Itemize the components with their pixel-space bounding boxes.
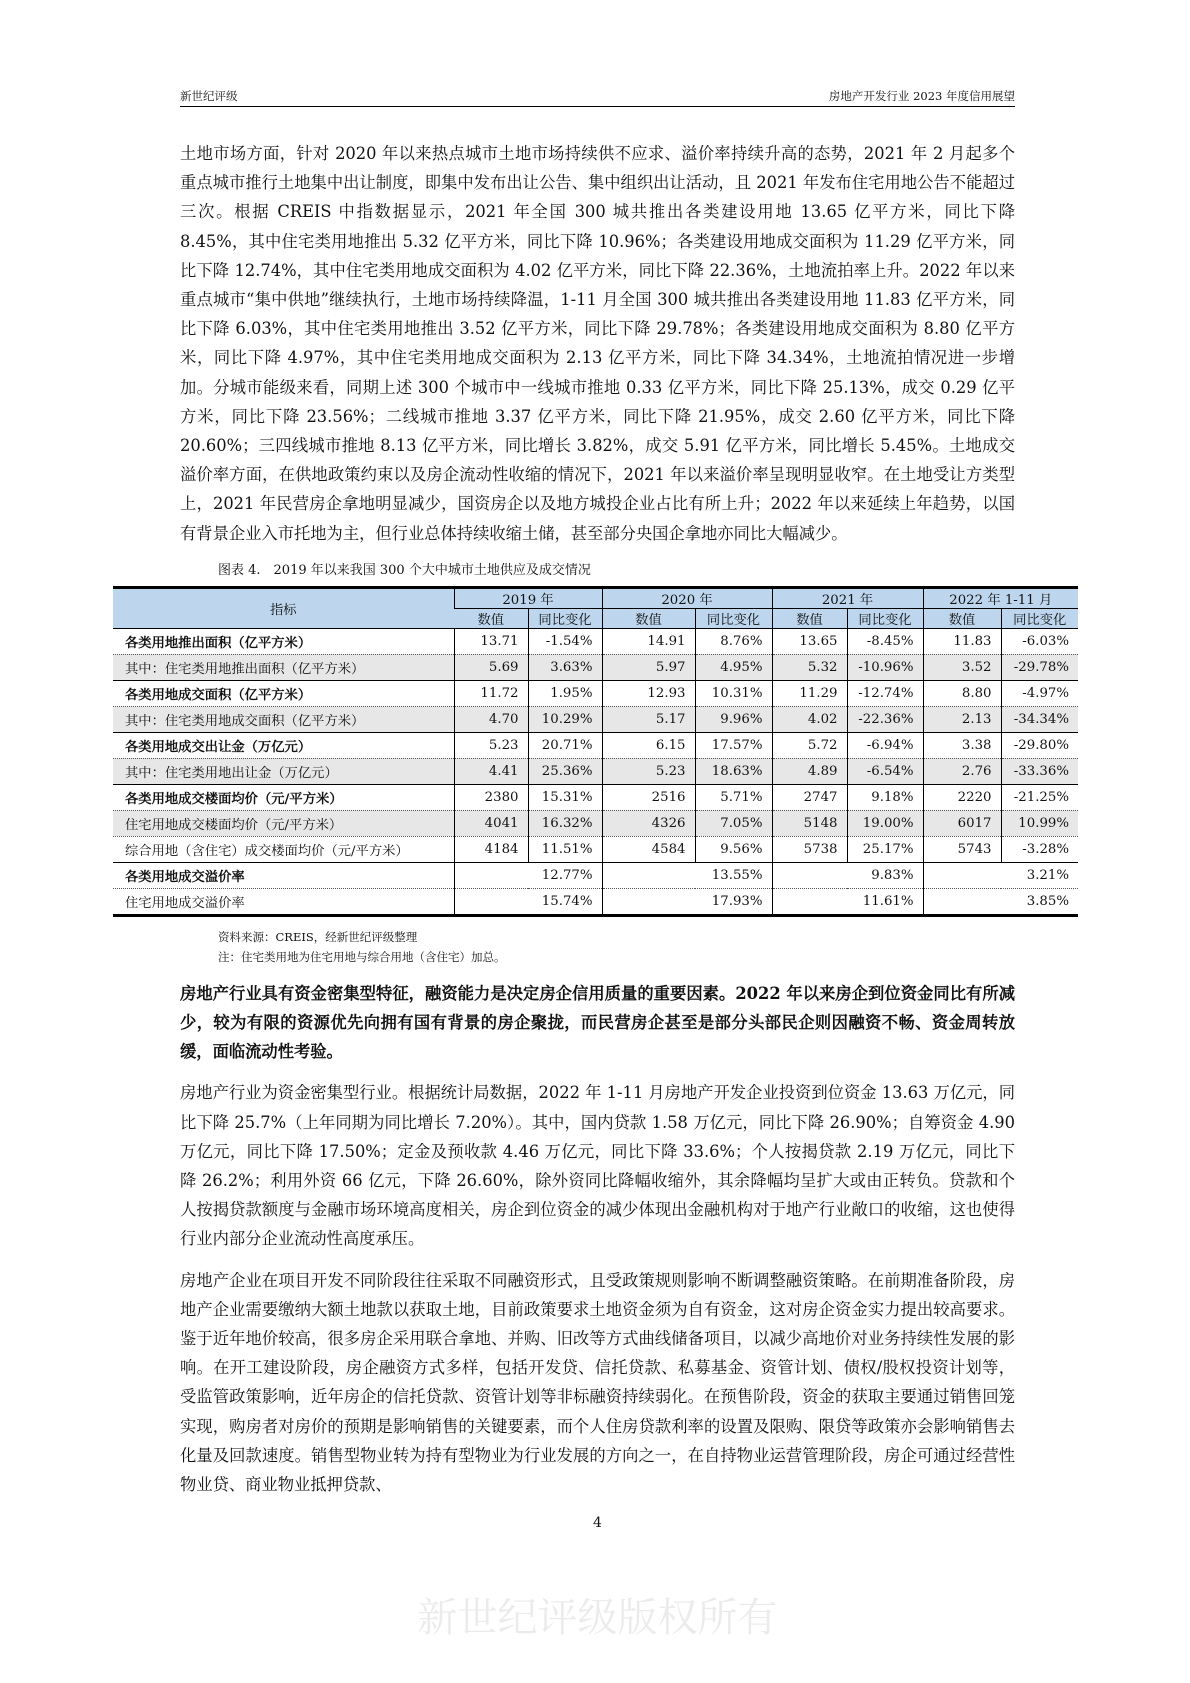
table-cell: 11.29 — [772, 680, 847, 706]
table-cell: 5.23 — [454, 732, 528, 758]
table-cell: 5738 — [772, 836, 847, 862]
table-caption: 图表 4. 2019 年以来我国 300 个大中城市土地供应及成交情况 — [218, 562, 591, 578]
header-change: 同比变化 — [847, 608, 923, 628]
table-cell: -21.25% — [1001, 784, 1078, 810]
table-row — [113, 888, 1078, 915]
page-header — [180, 84, 1015, 107]
page-body — [125, 139, 1069, 1643]
table-cell: 4.70 — [454, 706, 528, 732]
table-row — [113, 680, 1078, 706]
header-indicator: 指标 — [113, 587, 454, 628]
table-cell: 5743 — [923, 836, 1001, 862]
table-cell: 9.18% — [847, 784, 923, 810]
table-row — [113, 654, 1078, 680]
table-cell: 4041 — [454, 810, 528, 836]
table-cell: 8.80 — [923, 680, 1001, 706]
table-cell: -33.36% — [1001, 758, 1078, 784]
table-cell: 19.00% — [847, 810, 923, 836]
paragraph-land-market: 土地市场方面，针对 2020 年以来热点城市土地市场持续供不应求、溢价率持续升高的态势，2021 年 2 月起多个重点城市推行土地集中出让制度，即集中发布出让公告、集中组织出让活动，且 2021 年发布住宅用地公告不能超过三次。根据 CREIS 中指数据显示，2021 年全国 300 城共推出各类建设用地 13.65 亿平方米，同比下降 8.45%，其中住宅类用地推出 5.32 亿平方米，同比下降 10.96%；各类建设用地成交面积为 11.29 亿平方米，同比下降 12.74%，其中住宅类用地成交面积为 4.02 亿平方米，同比下降 22.36%，土地流拍率上升。2022 年以来重点城市“集中供地”继续执行，土地市场持续降温，1-11 月全国 300 城共推出各类建设用地 11.83 亿平方米，同比下降 6.03%，其中住宅类用地推出 3.52 亿平方米，同比下降 29.78%；各类建设用地成交面积为 8.80 亿平方米，同比下降 4.97%，其中住宅类用地成交面积为 2.13 亿平方米，同比下降 34.34%，土地流拍情况进一步增加。分城市能级来看，同期上述 300 个城市中一线城市推地 0.33 亿平方米，同比下降 25.13%，成交 0.29 亿平方米，同比下降 23.56%；二线城市推地 3.37 亿平方米，同比下降 21.95%，成交 2.60 亿平方米，同比下降 20.60%；三四线城市推地 8.13 亿平方米，同比增长 3.82%，成交 5.91 亿平方米，同比增长 5.45%。土地成交溢价率方面，在供地政策约束以及房企流动性收缩的情况下，2021 年以来溢价率呈现明显收窄。在土地受让方类型上，2021 年民营房企拿地明显减少，国资房企以及地方城投企业占比有所上升；2022 年以来延续上年趋势，以国有背景企业入市托地为主，但行业总体持续收缩土储，甚至部分央国企拿地亦同比大幅减少。 — [180, 144, 1015, 543]
table-cell: 11.83 — [923, 628, 1001, 654]
header-change: 同比变化 — [528, 608, 602, 628]
table-cell: -1.54% — [528, 628, 602, 654]
table-source: 资料来源：CREIS，经新世纪评级整理 — [218, 929, 418, 944]
table-cell: 5.32 — [772, 654, 847, 680]
table-cell: 4326 — [602, 810, 695, 836]
land-supply-table — [113, 586, 1078, 917]
table-cell: -10.96% — [847, 654, 923, 680]
table-cell: -29.80% — [1001, 732, 1078, 758]
row-label: 各类用地成交溢价率 — [113, 862, 454, 888]
row-label: 各类用地成交面积（亿平方米） — [113, 680, 454, 706]
row-label: 住宅用地成交楼面均价（元/平方米） — [113, 810, 454, 836]
table-cell: 9.83% — [772, 862, 923, 888]
row-label: 各类用地成交出让金（万亿元） — [113, 732, 454, 758]
table-cell: 2.13 — [923, 706, 1001, 732]
table-cell: 15.31% — [528, 784, 602, 810]
table-cell: 8.76% — [695, 628, 772, 654]
header-year: 2021 年 — [772, 587, 923, 608]
table-cell: 14.91 — [602, 628, 695, 654]
paragraph-financing-stages: 房地产企业在项目开发不同阶段往往采取不同融资形式，且受政策规则影响不断调整融资策略。在前期准备阶段，房地产企业需要缴纳大额土地款以获取土地，目前政策要求土地资金须为自有资金，这对房企资金实力提出较高要求。鉴于近年地价较高，很多房企采用联合拿地、并购、旧改等方式曲线储备项目，以减少高地价对业务持续性发展的影响。在开工建设阶段，房企融资方式多样，包括开发贷、信托贷款、私募基金、资管计划、债权/股权投资计划等，受监管政策影响，近年房企的信托贷款、资管计划等非标融资持续弱化。在预售阶段，资金的获取主要通过销售回笼实现，购房者对房价的预期是影响销售的关键要素，而个人住房贷款利率的设置及限购、限贷等政策亦会影响销售去化量及回款速度。销售型物业转为持有型物业为行业发展的方向之一，在自持物业运营管理阶段，房企可通过经营性物业贷、商业物业抵押贷款、 — [180, 1270, 1015, 1495]
table-cell: 4.89 — [772, 758, 847, 784]
row-label: 各类用地成交楼面均价（元/平方米） — [113, 784, 454, 810]
row-label: 各类用地推出面积（亿平方米） — [113, 628, 454, 654]
table-cell: 13.55% — [602, 862, 772, 888]
header-value: 数值 — [772, 608, 847, 628]
table-cell: 2747 — [772, 784, 847, 810]
table-cell: -8.45% — [847, 628, 923, 654]
table-cell: 6017 — [923, 810, 1001, 836]
table-cell: 12.77% — [454, 862, 602, 888]
table-cell: 4.95% — [695, 654, 772, 680]
table-cell: -4.97% — [1001, 680, 1078, 706]
table-cell: 3.63% — [528, 654, 602, 680]
table-cell: 5148 — [772, 810, 847, 836]
table-row — [113, 862, 1078, 888]
header-year: 2022 年 1-11 月 — [923, 587, 1078, 608]
table-cell: -3.28% — [1001, 836, 1078, 862]
table-cell: 2516 — [602, 784, 695, 810]
table-row — [113, 758, 1078, 784]
header-year: 2020 年 — [602, 587, 772, 608]
table-cell: 5.69 — [454, 654, 528, 680]
table-cell: 18.63% — [695, 758, 772, 784]
table-cell: 11.51% — [528, 836, 602, 862]
row-label: 其中：住宅类用地推出面积（亿平方米） — [113, 654, 454, 680]
table-cell: 11.72 — [454, 680, 528, 706]
table-cell: 9.96% — [695, 706, 772, 732]
table-cell: 4184 — [454, 836, 528, 862]
table-cell: 3.52 — [923, 654, 1001, 680]
table-row — [113, 732, 1078, 758]
header-right: 房地产开发行业 2023 年度信用展望 — [828, 89, 1015, 103]
table-cell: 10.31% — [695, 680, 772, 706]
table-cell: 5.71% — [695, 784, 772, 810]
table-cell: 15.74% — [454, 888, 602, 915]
table-cell: -29.78% — [1001, 654, 1078, 680]
table-cell: 6.15 — [602, 732, 695, 758]
table-cell: 4.02 — [772, 706, 847, 732]
page-number: 4 — [593, 1515, 602, 1532]
table-cell: -6.54% — [847, 758, 923, 784]
header-left: 新世纪评级 — [180, 89, 238, 103]
row-label: 住宅用地成交溢价率 — [113, 888, 454, 915]
row-label: 综合用地（含住宅）成交楼面均价（元/平方米） — [113, 836, 454, 862]
table-note: 注：住宅类用地为住宅用地与综合用地（含住宅）加总。 — [218, 949, 506, 964]
watermark: 新世纪评级版权所有 — [417, 1595, 778, 1642]
table-cell: 10.99% — [1001, 810, 1078, 836]
table-cell: 2380 — [454, 784, 528, 810]
table-cell: 12.93 — [602, 680, 695, 706]
table-row — [113, 836, 1078, 862]
paragraph-financing-summary: 房地产行业具有资金密集型特征，融资能力是决定房企信用质量的重要因素。2022 年以来房企到位资金同比有所减少，较为有限的资源优先向拥有国有背景的房企聚拢，而民营房企甚至是部分头部民企则因融资不畅、资金周转放缓，面临流动性考验。 — [180, 983, 1015, 1062]
table-cell: 1.95% — [528, 680, 602, 706]
table-row — [113, 628, 1078, 654]
table-cell: 17.93% — [602, 888, 772, 915]
header-value: 数值 — [602, 608, 695, 628]
paragraph-funding-data: 房地产行业为资金密集型行业。根据统计局数据，2022 年 1-11 月房地产开发企业投资到位资金 13.63 万亿元，同比下降 25.7%（上年同期为同比增长 7.20%）。其中，国内贷款 1.58 万亿元，同比下降 26.90%；自筹资金 4.90 万亿元，同比下降 17.50%；定金及预收款 4.46 万亿元，同比下降 33.6%；个人按揭贷款 2.19 万亿元，同比下降 26.2%；利用外资 66 亿元，下降 26.60%，除外资同比降幅收缩外，其余降幅均呈扩大或由正转负。贷款和个人按揭贷款额度与金融市场环境高度相关，房企到位资金的减少体现出金融机构对于地产行业敞口的收缩，这也使得行业内部分企业流动性高度承压。 — [180, 1083, 1015, 1249]
table-row — [113, 810, 1078, 836]
table-cell: 11.61% — [772, 888, 923, 915]
table-row — [113, 706, 1078, 732]
table-cell: 17.57% — [695, 732, 772, 758]
table-cell: 2.76 — [923, 758, 1001, 784]
table-cell: 13.65 — [772, 628, 847, 654]
table-cell: 16.32% — [528, 810, 602, 836]
table-cell: 5.23 — [602, 758, 695, 784]
table-cell: 3.21% — [923, 862, 1078, 888]
table-cell: -6.94% — [847, 732, 923, 758]
header-change: 同比变化 — [1001, 608, 1078, 628]
table-cell: 4.41 — [454, 758, 528, 784]
table-cell: -12.74% — [847, 680, 923, 706]
table-cell: 2220 — [923, 784, 1001, 810]
row-label: 其中：住宅类用地成交面积（亿平方米） — [113, 706, 454, 732]
table-cell: 3.85% — [923, 888, 1078, 915]
header-change: 同比变化 — [695, 608, 772, 628]
table-cell: 20.71% — [528, 732, 602, 758]
header-value: 数值 — [923, 608, 1001, 628]
table-cell: 5.17 — [602, 706, 695, 732]
table-cell: 9.56% — [695, 836, 772, 862]
table-cell: 3.38 — [923, 732, 1001, 758]
header-value: 数值 — [454, 608, 528, 628]
table-cell: 25.36% — [528, 758, 602, 784]
table-cell: 5.72 — [772, 732, 847, 758]
table-cell: 13.71 — [454, 628, 528, 654]
table-cell: 4584 — [602, 836, 695, 862]
table-cell: 5.97 — [602, 654, 695, 680]
row-label: 其中：住宅类用地出让金（万亿元） — [113, 758, 454, 784]
table-cell: -6.03% — [1001, 628, 1078, 654]
header-year: 2019 年 — [454, 587, 602, 608]
table-cell: -34.34% — [1001, 706, 1078, 732]
table-cell: -22.36% — [847, 706, 923, 732]
table-cell: 10.29% — [528, 706, 602, 732]
table-cell: 25.17% — [847, 836, 923, 862]
table-row — [113, 784, 1078, 810]
table-cell: 7.05% — [695, 810, 772, 836]
